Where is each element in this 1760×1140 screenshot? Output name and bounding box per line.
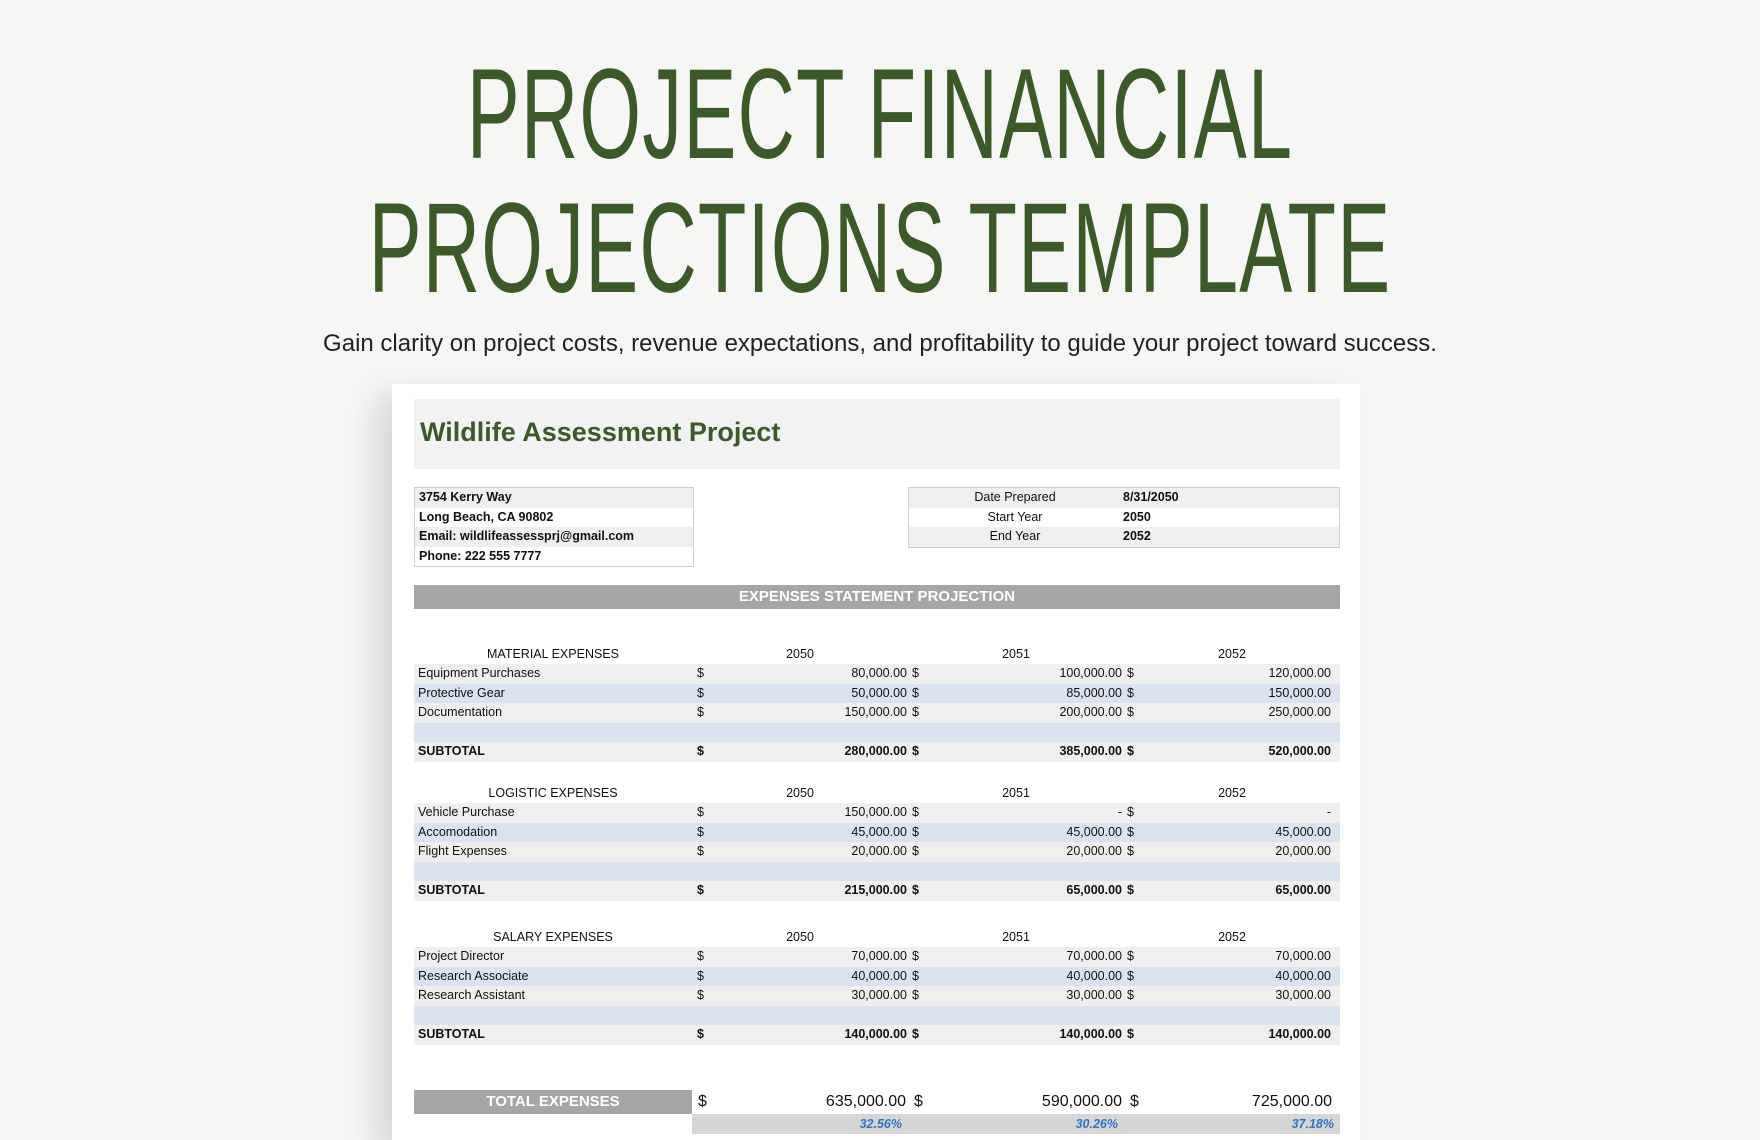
amount-value <box>1154 723 1339 743</box>
amount-value <box>939 723 1124 743</box>
currency-symbol: $ <box>912 968 919 983</box>
currency-symbol: $ <box>1127 666 1134 680</box>
amount-cell <box>1124 842 1339 862</box>
expense-group <box>414 927 1340 1045</box>
amount-cell <box>909 1006 1124 1026</box>
currency-symbol: $ <box>698 1093 707 1110</box>
amount-cell <box>1124 881 1339 901</box>
amount-cell <box>909 947 1124 967</box>
row-label: Protective Gear <box>418 685 505 700</box>
amount-cell <box>694 881 909 901</box>
currency-symbol <box>694 723 724 743</box>
total-amount: 590,000.00 <box>1041 1093 1122 1110</box>
address-line: Long Beach, CA 90802 <box>415 508 693 528</box>
amount-cell <box>1124 1006 1339 1026</box>
amount-cell <box>909 703 1124 723</box>
date-label: End Year <box>989 529 1041 543</box>
amount-value: 20,000.00 <box>1066 844 1122 859</box>
year-header: 2051 <box>1002 647 1030 661</box>
currency-symbol: $ <box>912 824 919 839</box>
amount-value: 40,000.00 <box>851 968 907 983</box>
subtotal-row <box>414 742 1340 762</box>
amount-value: 20,000.00 <box>851 844 907 859</box>
total-amount: 725,000.00 <box>1251 1093 1332 1110</box>
amount-cell <box>1124 986 1339 1006</box>
amount-value: - <box>1326 805 1331 819</box>
currency-symbol: $ <box>1127 883 1134 898</box>
amount-value: 250,000.00 <box>1268 705 1331 720</box>
year-header: 2052 <box>1218 786 1246 800</box>
year-header: 2050 <box>786 786 814 800</box>
total-cell-2052 <box>1124 1090 1340 1114</box>
amount-cell <box>909 881 1124 901</box>
amount-value: 85,000.00 <box>1066 685 1122 700</box>
amount-cell <box>1124 947 1339 967</box>
expense-group <box>414 783 1340 901</box>
amount-cell <box>909 684 1124 704</box>
amount-cell <box>909 967 1124 987</box>
hero-subtitle: Gain clarity on project costs, revenue expectations, and profitability to guide your project toward success. <box>323 330 1437 357</box>
currency-symbol: $ <box>697 685 704 700</box>
currency-symbol: $ <box>1127 824 1134 839</box>
total-cell-2051 <box>908 1090 1124 1114</box>
amount-cell <box>909 664 1124 684</box>
currency-symbol: $ <box>1130 1093 1139 1110</box>
percentage-2050: 32.56% <box>859 1117 902 1131</box>
currency-symbol: $ <box>1127 988 1134 1003</box>
amount-value: 150,000.00 <box>1268 685 1331 700</box>
row-label: SUBTOTAL <box>418 883 485 898</box>
amount-value: 70,000.00 <box>1066 949 1122 963</box>
amount-cell <box>694 1025 909 1045</box>
currency-symbol: $ <box>912 844 919 859</box>
total-cell-2050 <box>692 1090 908 1114</box>
amount-value <box>724 1006 909 1026</box>
expense-group <box>414 644 1340 762</box>
row-label: Documentation <box>418 705 503 720</box>
currency-symbol: $ <box>697 968 704 983</box>
amount-cell <box>694 967 909 987</box>
row-label: Vehicle Purchase <box>418 805 515 819</box>
end-year-row <box>909 527 1339 547</box>
total-amount: 635,000.00 <box>825 1093 906 1110</box>
row-label <box>414 1006 694 1026</box>
amount-value: 140,000.00 <box>1059 1027 1122 1042</box>
currency-symbol: $ <box>697 824 704 839</box>
amount-value <box>724 723 909 743</box>
blank-row <box>414 862 1340 882</box>
currency-symbol: $ <box>1127 1027 1134 1042</box>
date-value: 8/31/2050 <box>1123 490 1179 504</box>
sheet-title: Wildlife Assessment Project <box>420 417 781 447</box>
year-header: 2051 <box>1002 786 1030 800</box>
currency-symbol: $ <box>912 949 919 963</box>
amount-value: 100,000.00 <box>1059 666 1122 680</box>
amount-cell <box>694 703 909 723</box>
currency-symbol <box>694 1006 724 1026</box>
amount-value: 50,000.00 <box>851 685 907 700</box>
address-line: 3754 Kerry Way <box>415 488 693 508</box>
date-prepared-row <box>909 488 1339 508</box>
amount-cell <box>694 986 909 1006</box>
row-label: Research Assistant <box>418 988 525 1003</box>
currency-symbol: $ <box>1127 844 1134 859</box>
amount-value: 215,000.00 <box>844 883 907 898</box>
blank-row <box>414 1006 1340 1026</box>
amount-cell <box>909 742 1124 762</box>
percentage-row <box>692 1114 1340 1134</box>
currency-symbol <box>909 1006 939 1026</box>
amount-value: - <box>1117 805 1122 819</box>
subtotal-row <box>414 1025 1340 1045</box>
amount-value: 30,000.00 <box>1066 988 1122 1003</box>
amount-cell <box>1124 723 1339 743</box>
currency-symbol <box>909 723 939 743</box>
expense-row <box>414 664 1340 684</box>
amount-value: 70,000.00 <box>851 949 907 963</box>
amount-value: 40,000.00 <box>1275 968 1331 983</box>
year-header: 2051 <box>1002 930 1030 944</box>
amount-value: 200,000.00 <box>1059 705 1122 720</box>
amount-value: 65,000.00 <box>1066 883 1122 898</box>
amount-value <box>724 862 909 882</box>
date-label: Date Prepared <box>974 490 1056 504</box>
expense-row <box>414 986 1340 1006</box>
amount-cell <box>1124 862 1339 882</box>
amount-value: 65,000.00 <box>1275 883 1331 898</box>
currency-symbol: $ <box>912 805 919 819</box>
expense-row <box>414 842 1340 862</box>
amount-cell <box>694 684 909 704</box>
expense-row <box>414 967 1340 987</box>
currency-symbol: $ <box>697 1027 704 1042</box>
amount-cell <box>694 664 909 684</box>
amount-value <box>939 862 1124 882</box>
total-expenses-row <box>414 1090 1340 1114</box>
currency-symbol: $ <box>1127 705 1134 720</box>
amount-cell <box>909 842 1124 862</box>
row-label: SUBTOTAL <box>418 744 485 759</box>
subtotal-row <box>414 881 1340 901</box>
amount-value: 45,000.00 <box>1275 824 1331 839</box>
expense-row <box>414 703 1340 723</box>
expense-row <box>414 684 1340 704</box>
amount-value: 150,000.00 <box>844 705 907 720</box>
group-title: SALARY EXPENSES <box>493 930 613 944</box>
currency-symbol <box>1124 1006 1154 1026</box>
expense-row <box>414 803 1340 823</box>
amount-cell <box>694 803 909 823</box>
total-expenses-label: TOTAL EXPENSES <box>414 1090 692 1114</box>
amount-cell <box>694 723 909 743</box>
amount-value: 150,000.00 <box>844 805 907 819</box>
currency-symbol: $ <box>912 988 919 1003</box>
date-label: Start Year <box>987 509 1043 524</box>
currency-symbol: $ <box>1127 968 1134 983</box>
currency-symbol: $ <box>1127 744 1134 759</box>
amount-value: 520,000.00 <box>1268 744 1331 759</box>
hero-title-line-2: PROJECTIONS TEMPLATE <box>368 177 1392 320</box>
amount-cell <box>909 862 1124 882</box>
currency-symbol: $ <box>912 883 919 898</box>
currency-symbol: $ <box>697 805 704 819</box>
dates-box <box>908 487 1340 548</box>
year-header: 2052 <box>1218 647 1246 661</box>
amount-value <box>1154 862 1339 882</box>
section-banner: EXPENSES STATEMENT PROJECTION <box>414 585 1340 609</box>
amount-cell <box>1124 1025 1339 1045</box>
row-label: Equipment Purchases <box>418 666 541 680</box>
amount-value: 385,000.00 <box>1059 744 1122 759</box>
currency-symbol: $ <box>697 883 704 898</box>
address-box <box>414 487 694 567</box>
expense-row <box>414 823 1340 843</box>
group-header <box>414 927 1340 947</box>
year-header: 2050 <box>786 647 814 661</box>
amount-cell <box>694 947 909 967</box>
amount-cell <box>909 823 1124 843</box>
currency-symbol: $ <box>912 666 919 680</box>
start-year-row <box>909 508 1339 528</box>
row-label: Research Associate <box>418 968 529 983</box>
currency-symbol <box>1124 862 1154 882</box>
currency-symbol: $ <box>912 705 919 720</box>
currency-symbol <box>909 862 939 882</box>
amount-value <box>939 1006 1124 1026</box>
row-label <box>414 723 694 743</box>
group-title: MATERIAL EXPENSES <box>487 647 619 661</box>
currency-symbol: $ <box>697 988 704 1003</box>
amount-cell <box>1124 703 1339 723</box>
row-label <box>414 862 694 882</box>
currency-symbol: $ <box>914 1093 923 1110</box>
currency-symbol: $ <box>697 949 704 963</box>
group-title: LOGISTIC EXPENSES <box>488 786 618 800</box>
row-label: Accomodation <box>418 824 498 839</box>
amount-cell <box>694 823 909 843</box>
expense-row <box>414 947 1340 967</box>
group-header <box>414 783 1340 803</box>
percentage-2051: 30.26% <box>1075 1117 1118 1131</box>
amount-value: 140,000.00 <box>844 1027 907 1042</box>
year-header: 2052 <box>1218 930 1246 944</box>
amount-cell <box>1124 823 1339 843</box>
currency-symbol: $ <box>912 685 919 700</box>
hero-title <box>334 43 1425 320</box>
row-label: SUBTOTAL <box>418 1027 485 1042</box>
amount-cell <box>1124 742 1339 762</box>
currency-symbol <box>1124 723 1154 743</box>
amount-cell <box>694 1006 909 1026</box>
amount-cell <box>909 723 1124 743</box>
amount-value: 45,000.00 <box>1066 824 1122 839</box>
currency-symbol: $ <box>912 1027 919 1042</box>
amount-value: 140,000.00 <box>1268 1027 1331 1042</box>
amount-cell <box>909 1025 1124 1045</box>
currency-symbol <box>694 862 724 882</box>
hero-title-line-1: PROJECT FINANCIAL <box>466 43 1294 186</box>
amount-value: 70,000.00 <box>1275 949 1331 963</box>
amount-value: 30,000.00 <box>851 988 907 1003</box>
amount-cell <box>1124 664 1339 684</box>
amount-cell <box>1124 967 1339 987</box>
phone-line: Phone: 222 555 7777 <box>415 547 693 567</box>
email-line: Email: wildlifeassessprj@gmail.com <box>415 527 693 547</box>
row-label: Project Director <box>418 949 505 963</box>
amount-value: 20,000.00 <box>1275 844 1331 859</box>
amount-value: 30,000.00 <box>1275 988 1331 1003</box>
date-value: 2050 <box>1123 509 1151 524</box>
sheet-title-band <box>414 399 1340 469</box>
amount-cell <box>694 742 909 762</box>
amount-cell <box>909 986 1124 1006</box>
currency-symbol: $ <box>697 705 704 720</box>
amount-value: 120,000.00 <box>1268 666 1331 680</box>
spreadsheet-preview <box>392 384 1360 1140</box>
currency-symbol: $ <box>1127 685 1134 700</box>
year-header: 2050 <box>786 930 814 944</box>
amount-value: 80,000.00 <box>851 666 907 680</box>
group-header <box>414 644 1340 664</box>
amount-value <box>1154 1006 1339 1026</box>
currency-symbol: $ <box>697 666 704 680</box>
currency-symbol: $ <box>1127 805 1134 819</box>
currency-symbol: $ <box>912 744 919 759</box>
amount-value: 45,000.00 <box>851 824 907 839</box>
amount-cell <box>694 842 909 862</box>
currency-symbol: $ <box>1127 949 1134 963</box>
currency-symbol: $ <box>697 744 704 759</box>
amount-cell <box>1124 803 1339 823</box>
amount-cell <box>1124 684 1339 704</box>
amount-cell <box>694 862 909 882</box>
date-value: 2052 <box>1123 529 1151 543</box>
row-label: Flight Expenses <box>418 844 507 859</box>
amount-cell <box>909 803 1124 823</box>
blank-row <box>414 723 1340 743</box>
currency-symbol: $ <box>697 844 704 859</box>
percentage-2052: 37.18% <box>1291 1117 1334 1131</box>
amount-value: 40,000.00 <box>1066 968 1122 983</box>
amount-value: 280,000.00 <box>844 744 907 759</box>
